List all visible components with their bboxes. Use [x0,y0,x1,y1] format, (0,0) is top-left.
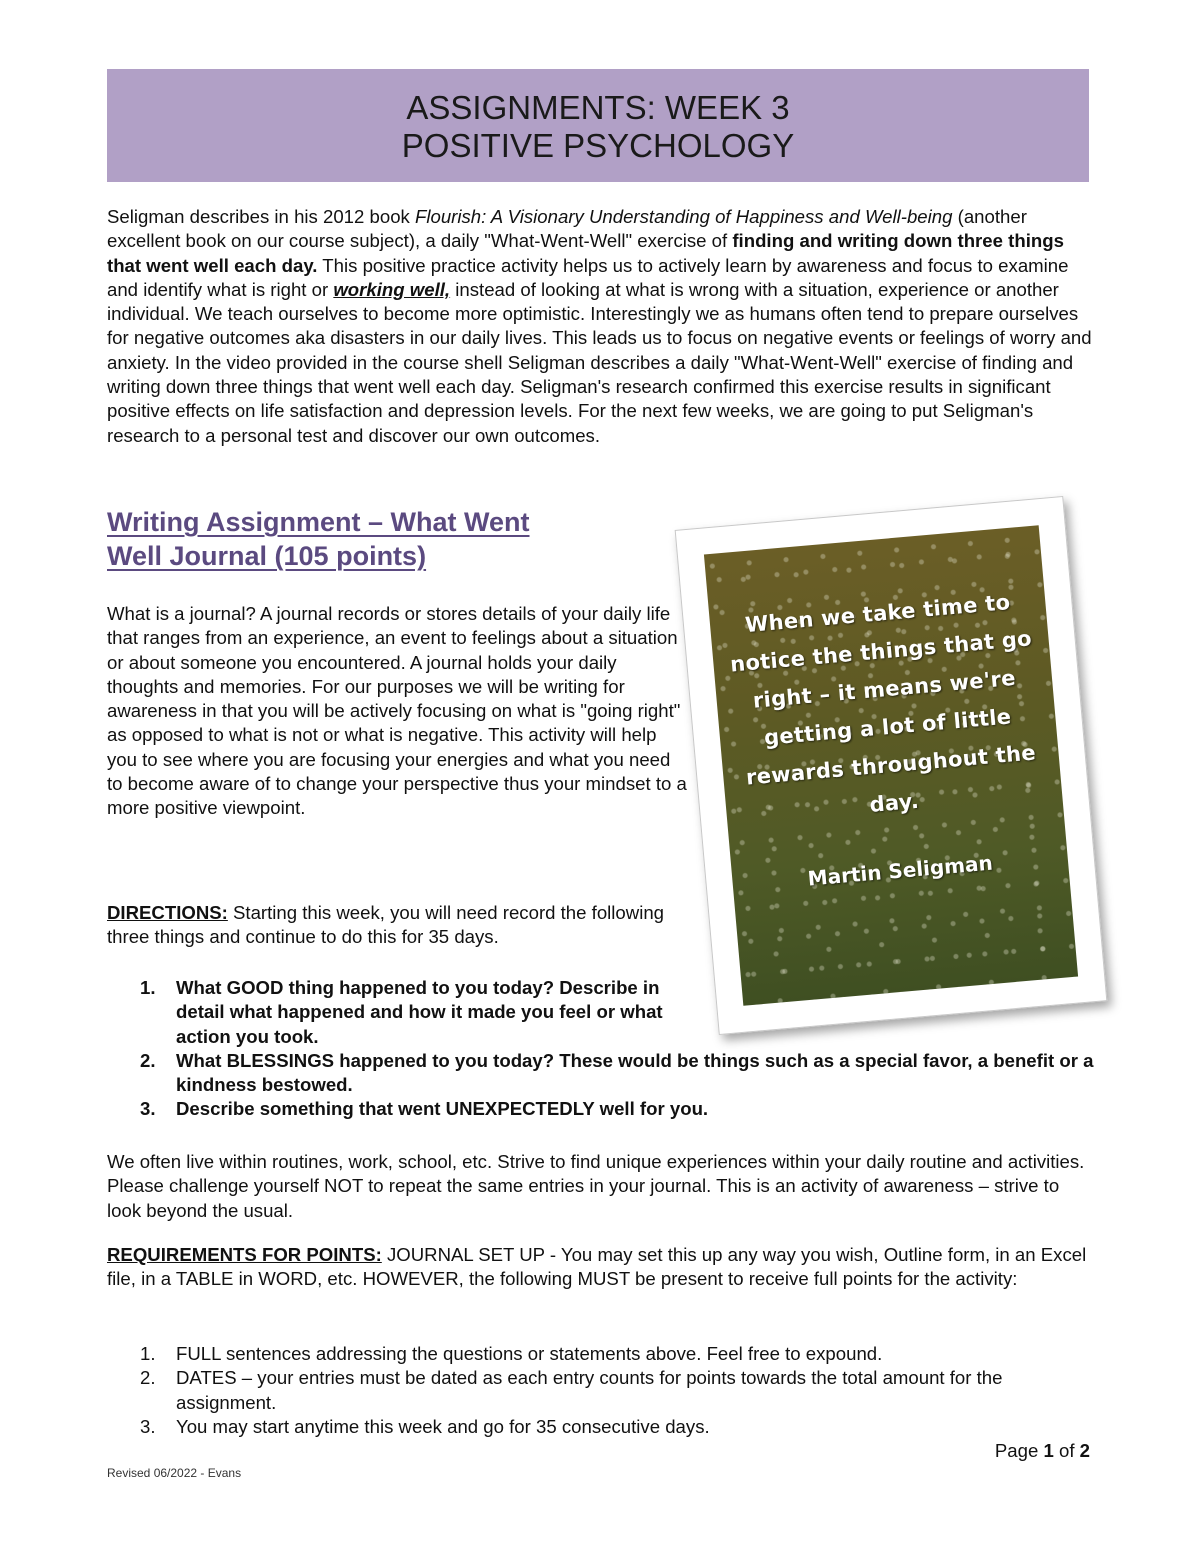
list-number: 2. [140,1049,156,1071]
list-number: 1. [140,1343,156,1364]
quote-author: Martin Seligman [806,850,994,891]
list-item [107,1342,1097,1366]
list-item [107,1097,1097,1121]
list-number: 3. [140,1415,156,1437]
list-item [107,1049,1097,1098]
list-text: DATES – your entries must be dated as each entry counts for points towards the total amount for the assignment. [176,1367,1003,1413]
requirements-paragraph [107,1243,1097,1292]
page-total: 2 [1079,1440,1090,1461]
heading-line-2: Well Journal (105 points) [107,541,427,571]
requirements-label: REQUIREMENTS FOR POINTS: [107,1244,382,1265]
intro-text-4: instead of looking at what is wrong with a situation, experience or another individual. We teach ourselves to become more optimistic. Interestingly we as humans often tend to prepare ourselves for negative outcomes aka disasters in our daily lives. This leads us to focus on negative events or feelings of worry and anxiety. In the video provided in the course shell Seligman describes a daily "What-Went-Well" exercise of finding and writing down three things that went well each day. Seligman's research confirmed this exercise results in significant positive effects on life satisfaction and depression levels. For the next few weeks, we are going to put Seligman's research to a personal test and discover our own outcomes. [107,278,1092,446]
list-number: 2. [140,1367,156,1389]
list-number: 3. [140,1098,156,1120]
footer-revision: Revised 06/2022 - Evans [107,1466,242,1480]
page-of: of [1053,1440,1080,1461]
quote-text: When we take time to notice the things that go right – it means we're getting a lot of little rewards throughout the day. [729,590,1037,817]
page-label: Page [994,1440,1044,1461]
journal-paragraph: What is a journal? A journal records or stores details of your daily life that ranges from an experience, an event to feelings about a situation or about someone you encountered. A journal holds your daily thoughts and memories. For our purposes we will be writing for awareness in that you will be actively focusing on what is "going right" as opposed to what is not or what is negative. This activity will help you to see where you are focusing your energies and what you need to become aware of to change your perspective thus your mindset to a more positive viewpoint. [107,603,687,819]
list-text: FULL sentences addressing the questions or statements above. Feel free to expound. [176,1343,883,1364]
list-text: What BLESSINGS happened to you today? These would be things such as a special favor, a benefit or a kindness bestowed. [176,1049,1094,1096]
quote-image [704,525,1078,1006]
directions-label: DIRECTIONS: [107,902,228,923]
section-heading [107,505,667,573]
title-banner [107,69,1089,182]
intro-text-1: Seligman describes in his 2012 book [107,206,416,227]
requirements-list [107,1342,1097,1439]
intro-text-2: (another excellent book on our course subject), a daily "What-Went-Well" exercise of [107,206,1027,252]
page-current: 1 [1043,1440,1054,1461]
page-number [995,1440,1090,1462]
book-title: Flourish: A Visionary Understanding of Happiness and Well-being [415,206,953,227]
intro-bold: finding and writing down three things that went well each day. [107,230,1064,276]
intro-emphasis: working well, [333,278,451,300]
quote-image-frame [675,496,1108,1035]
intro-text-3: This positive practice activity helps us to actively learn by awareness and focus to examine and identify what is right or [107,254,1069,300]
list-item [107,1366,1097,1415]
list-text: Describe something that went UNEXPECTEDLY well for you. [176,1098,709,1120]
heading-line-1: Writing Assignment – What Went [107,507,530,537]
directions-paragraph [107,901,687,950]
routine-paragraph: We often live within routines, work, school, etc. Strive to find unique experiences within your daily routine and activities. Please challenge yourself NOT to repeat the same entries in your journal. This is an activity of awareness – strive to look beyond the usual. [107,1151,1085,1221]
intro-paragraph [107,205,1097,448]
title-line-1: ASSIGNMENTS: WEEK 3 [406,89,790,126]
list-item [107,1415,1097,1439]
requirements-text: JOURNAL SET UP - You may set this up any way you wish, Outline form, in an Excel file, in a TABLE in WORD, etc. HOWEVER, the following MUST be present to receive full points for the activity: [107,1244,1087,1290]
list-text: You may start anytime this week and go for 35 consecutive days. [176,1415,710,1437]
title-line-2: POSITIVE PSYCHOLOGY [401,127,795,164]
list-number: 1. [140,977,156,998]
list-text: What GOOD thing happened to you today? Describe in detail what happened and how it made you feel or what action you took. [176,977,663,1047]
directions-text: Starting this week, you will need record the following three things and continue to do this for 35 days. [107,902,665,948]
